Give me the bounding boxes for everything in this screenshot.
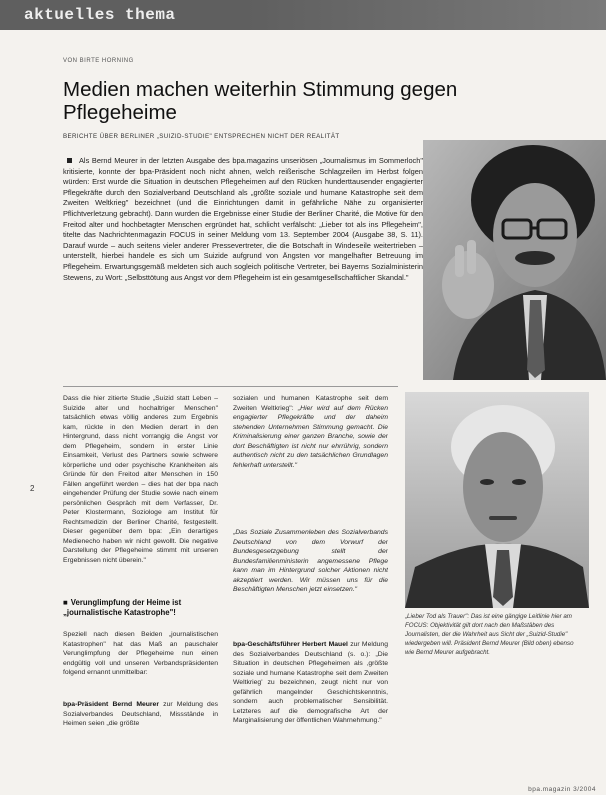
section-divider <box>63 386 398 387</box>
quote-text: „Hier wird auf dem Rücken engagierter Pflegekräfte und der daheim stehenden Unternehmen Stimmung gemacht. Die Kriminalisierung einer ganzen Branche, sowie der dort Beschäftigten ist nicht nur ehrrührig, sondern authentisch nicht zu den tatsächlichen Grundlagen fehlerhaft unterstellt." <box>233 404 388 469</box>
portrait-photo-top <box>423 140 606 380</box>
subhead-text: Verunglimpfung der Heime ist „journalistische Katastrophe"! <box>63 598 182 617</box>
body-paragraph: Speziell nach diesen Beiden „journalistischen Katastrophen" hat das Maß an pauschaler Verunglimpfung der Pflegeheime nun einen endgültig voll und unseren Verbandspräsidenten folgend ernannt unmittelbar: <box>63 631 218 676</box>
article-subhead <box>63 598 223 618</box>
statement-paragraph <box>63 700 218 729</box>
section-banner-title: aktuelles thema <box>24 6 176 24</box>
body-text: sozialen und humanen Katastrophe seit dem Zweiten Weltkrieg": <box>233 395 388 412</box>
quote-paragraph: „Das Soziale Zusammenleben des Sozialverbands Deutschland von dem Vorwurf der Bundesgesetzgebung stellt der Bundesfamilienministerin angemessene Pflege kann man im Hintergrund solcher Aktionen nicht akzeptiert werden. Wir müssen uns für die Beschäftigten Menschen jetzt einsetzen." <box>233 529 388 593</box>
statement-text: zur Meldung des Sozialverbandes Deutschland, Missstände in Heimen seien „die größte <box>63 701 218 727</box>
article-subtitle: BERICHTE ÜBER BERLINER „SUIZID-STUDIE" ENTSPRECHEN NICHT DER REALITÄT <box>63 133 340 140</box>
lead-text: Als Bernd Meurer in der letzten Ausgabe des bpa.magazins unseriösen „Journalismus im Sommerloch" kritisierte, konnte der bpa-Präsident noch nicht ahnen, welch reißerische Schlagzeilen im Herbst folgen würden: Erst wurde die Situation in deutschen Pflegeheimen auf den Rücken hunderttausender engagierter Pflegekräfte durch den Sozialverband Deutschland als „größte soziale und humane Katastrophe seit dem Zweiten Weltkrieg" bezeichnet (und die Einrichtungen damit in gefährliche Nähe zu organisierter Pflichtverletzung gebracht). Dann wurden die Ergebnisse einer Studie der Berliner Charité, die Motive für den Freitod alter und hochbetagter Menschen ergründet hat, schlicht verfälscht: „Lieber tot als ins Pflegeheim", titelte das Nachrichtenmagazin FOCUS in seiner Meldung vom 13. September 2004 (Ausgabe 38, S. 11). Darauf wurde – auch seitens vieler anderer Pressevertreter, die die Botschaft in Windeseile weitertrieben – unterstellt, hierbei handele es sich um Suizide aufgrund von Ängsten vor mangelhafter Betreuung im Pflegeheim. Erwartungsgemäß meldeten sich auch sogleich politische Vertreter, bei Bayerns Sozialministerin Stewens, zu Wort: „Selbsttötung aus Angst vor dem Pflegeheim ist ein gesamtgesellschaftlicher Skandal." <box>63 156 423 282</box>
body-column-1 <box>63 394 218 586</box>
bullet-square-icon <box>67 158 72 163</box>
body-paragraph: Dass die hier zitierte Studie „Suizid statt Leben – Suizide alter und hochaltriger Menschen" tatsächlich etwas völlig anderes zum Ergebnis kam, rückte in den Medien derart in den Hintergrund, dass nicht vorrangig die Angst vor dem Pflegeheim, sondern in erster Linie Einsamkeit, Verlust des Partners sowie schwere körperliche und oder psychische Krankheiten als Gründe für den Freitod alter Menschen in 150 Fällen angeführt werden – dies hat der bpa nach eingehender Prüfung der Studie sowie nach einem persönlichen Gespräch mit dem Verfasser, Dr. Peter Klostermann, Soziologe am Institut für Rechtsmedizin der Berliner Charité, festgestellt. Dieser gegenüber dem bpa: „Ein derartiges Medienecho haben wir nicht gewollt. Die negative Darstellung der Pflegeheime stimmt mit unseren Ergebnissen nicht überein." <box>63 395 218 564</box>
subhead-marker: ■ <box>63 598 68 607</box>
body-column-2-statement <box>233 640 388 758</box>
body-column-1-continued <box>63 630 218 688</box>
body-paragraph <box>233 394 388 470</box>
body-column-2 <box>233 394 388 520</box>
statement-text: zur Meldung des Sozialverbandes Deutschland (s. o.): „Die Situation in deutschen Pflegeheimen als ‚größte soziale und humane Katastrophe seit dem Zweiten Weltkrieg' zu bezeichnen, zeugt nicht nur von gefährlich mangelnder Geschichtskenntnis, sondern auch problematischer Sensibilität. Letzteres auf die demografische Art der Marginalisierung der öffentlichen Wahrnehmung." <box>233 641 388 724</box>
margin-number: 2 <box>30 484 35 493</box>
page-footer: bpa.magazin 3/2004 <box>528 786 596 793</box>
statement-paragraph <box>233 640 388 726</box>
article-author: VON BIRTE HORNING <box>63 58 134 64</box>
portrait-photo-bottom <box>405 392 589 608</box>
body-column-1-statement <box>63 700 218 748</box>
photo-caption: „Lieber Tod als Trauer": Das ist eine gängige Leitlinie hier am FOCUS: Objektivität gilt dort nach den Maßstäben des Journalisten, der die Wahrheit aus Sicht der „Suizid-Studie" wiedergeben will. Präsident Bernd Meurer (Bild oben) ebenso wie Bernd Meurer aufgebracht. <box>405 613 574 656</box>
article-headline: Medien machen weiterhin Stimmung gegen Pflegeheime <box>63 78 458 124</box>
section-banner <box>0 0 606 30</box>
quote-column-2 <box>233 528 388 624</box>
speaker-name: bpa-Präsident Bernd Meurer <box>63 701 159 708</box>
photo-bernd-meurer <box>423 140 606 380</box>
photo-herbert-mauel <box>405 392 589 608</box>
speaker-name: bpa-Geschäftsführer Herbert Mauel <box>233 641 348 648</box>
lead-paragraph <box>63 156 423 384</box>
